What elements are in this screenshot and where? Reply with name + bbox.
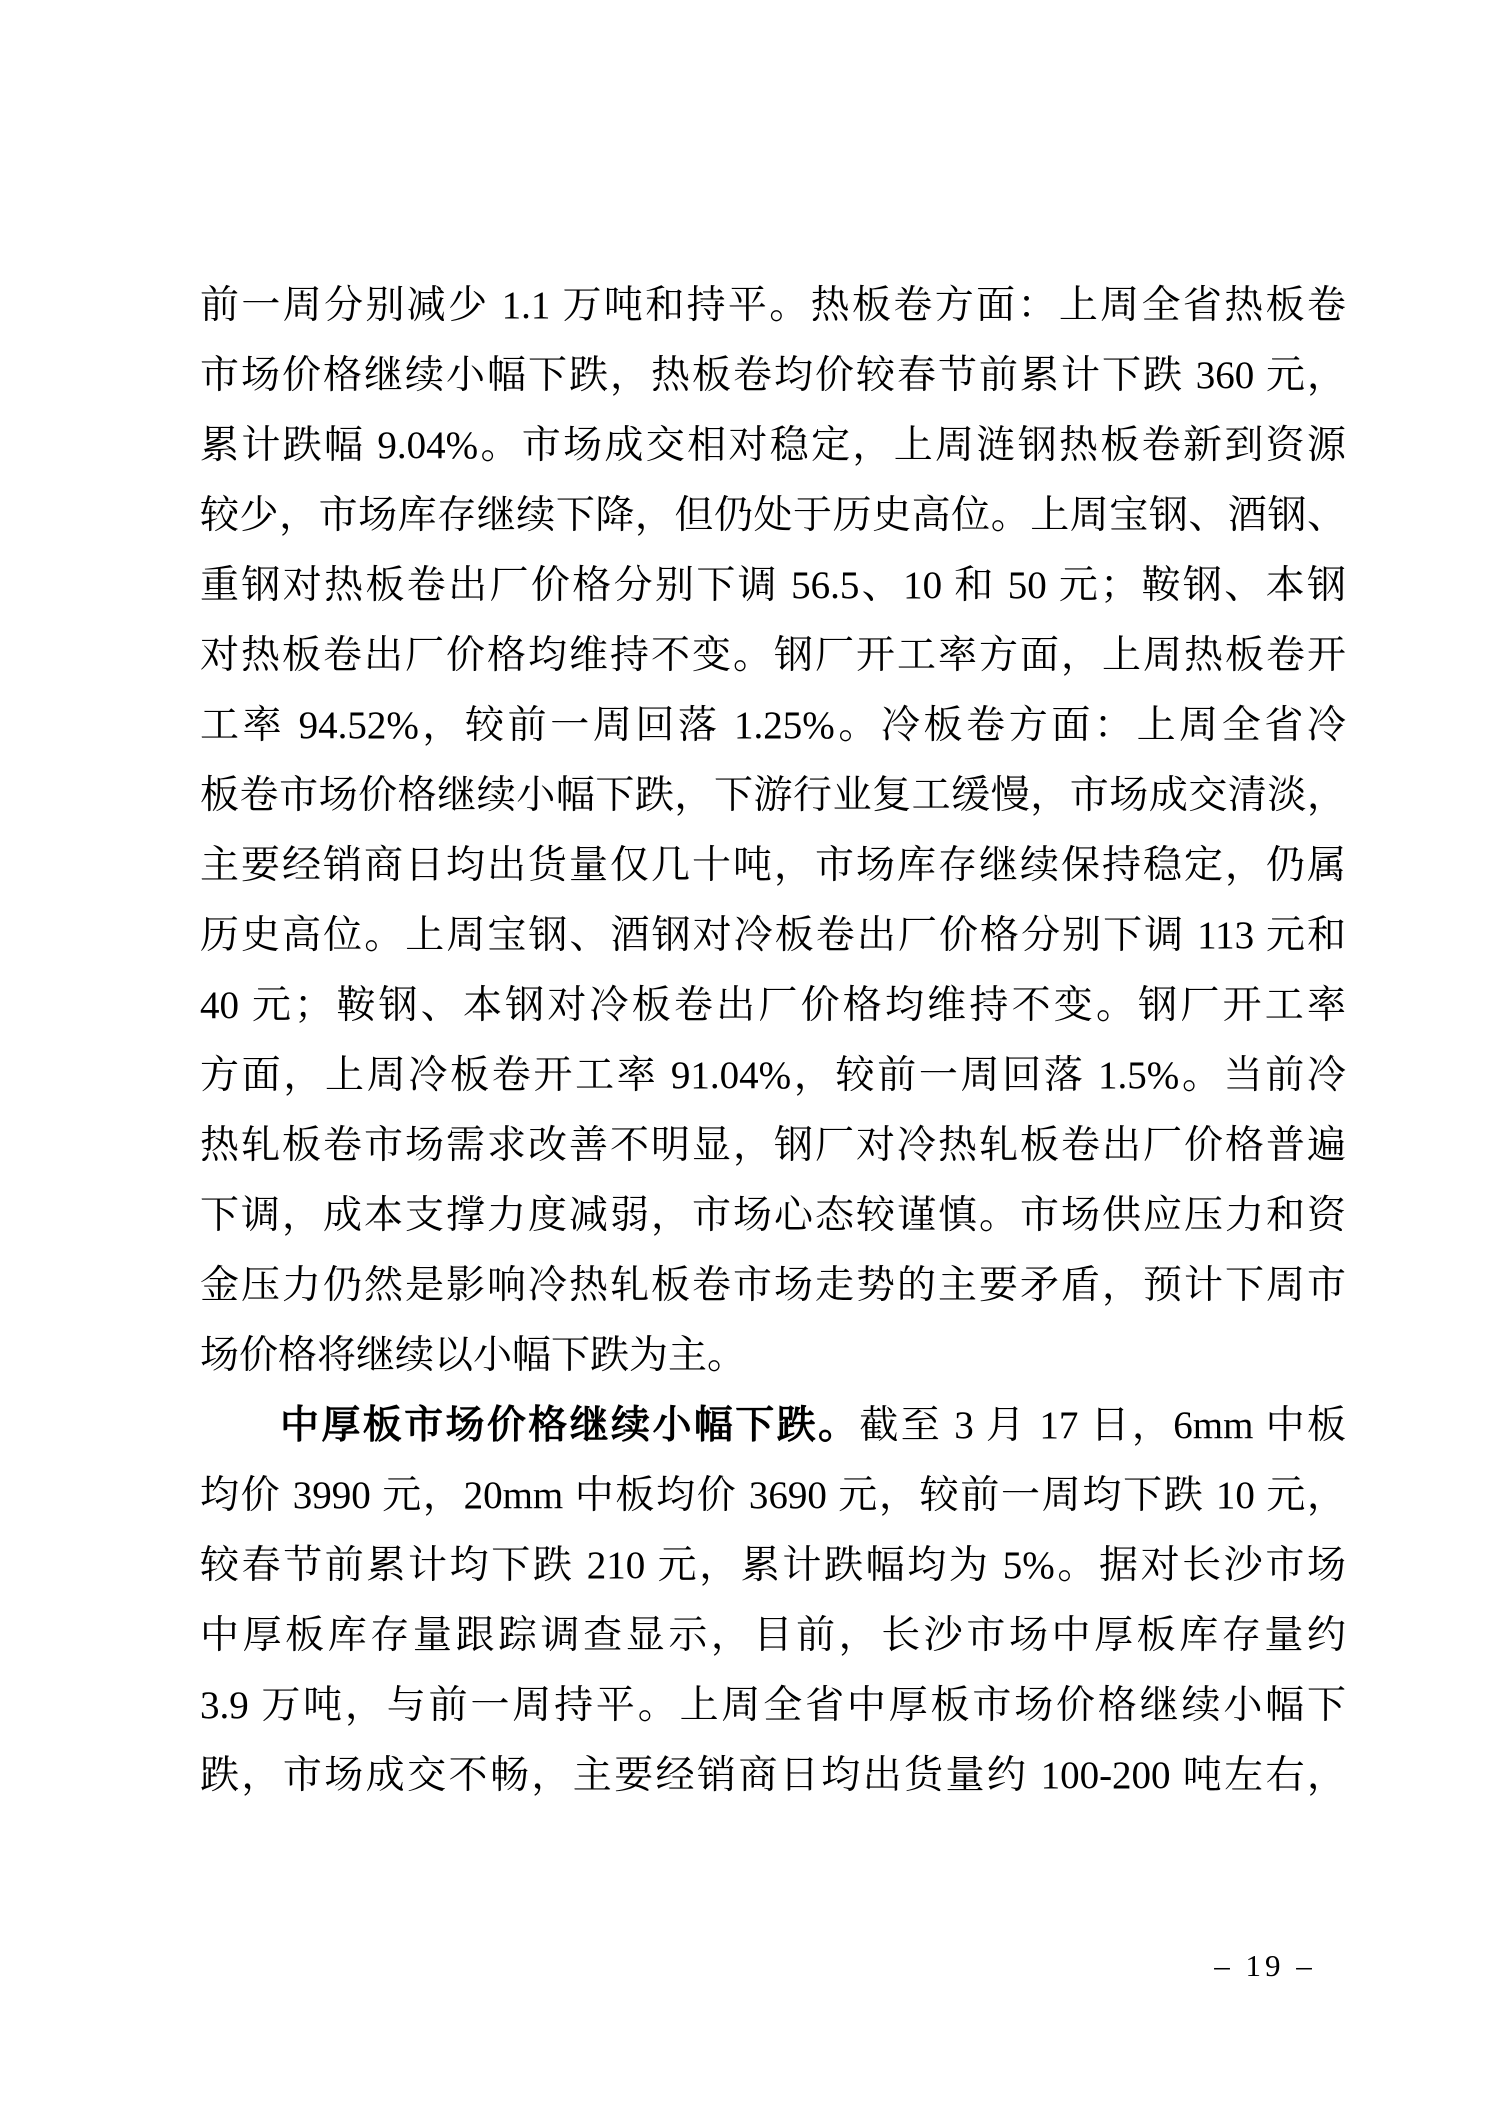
text-line <box>200 1391 1346 1461</box>
text-line: 中厚板库存量跟踪调查显示，目前，长沙市场中厚板库存量约 <box>200 1614 1346 1657</box>
text-line: 金压力仍然是影响冷热轧板卷市场走势的主要矛盾，预计下周市 <box>200 1264 1346 1307</box>
text-line: 方面，上周冷板卷开工率 91.04%，较前一周回落 1.5%。当前冷 <box>200 1054 1346 1097</box>
line-text: 截至 3 月 17 日，6mm 中板 <box>859 1404 1346 1447</box>
text-line: 板卷市场价格继续小幅下跌，下游行业复工缓慢，市场成交清淡， <box>200 774 1346 817</box>
text-line: 对热板卷出厂价格均维持不变。钢厂开工率方面，上周热板卷开 <box>200 634 1346 677</box>
text-line: 前一周分别减少 1.1 万吨和持平。热板卷方面：上周全省热板卷 <box>200 284 1346 327</box>
text-line: 场价格将继续以小幅下跌为主。 <box>200 1334 747 1377</box>
text-line: 热轧板卷市场需求改善不明显，钢厂对冷热轧板卷出厂价格普遍 <box>200 1124 1346 1167</box>
text-line: 历史高位。上周宝钢、酒钢对冷板卷出厂价格分别下调 113 元和 <box>200 914 1346 957</box>
text-line: 3.9 万吨，与前一周持平。上周全省中厚板市场价格继续小幅下 <box>200 1684 1346 1727</box>
text-line: 40 元；鞍钢、本钢对冷板卷出厂价格均维持不变。钢厂开工率 <box>200 984 1346 1027</box>
body-text <box>200 271 1346 1811</box>
text-line: 下调，成本支撑力度减弱，市场心态较谨慎。市场供应压力和资 <box>200 1194 1346 1237</box>
text-line: 工率 94.52%，较前一周回落 1.25%。冷板卷方面：上周全省冷 <box>200 704 1346 747</box>
text-line: 较春节前累计均下跌 210 元，累计跌幅均为 5%。据对长沙市场 <box>200 1544 1346 1587</box>
text-line: 均价 3990 元，20mm 中板均价 3690 元，较前一周均下跌 10 元， <box>200 1474 1346 1517</box>
text-line: 主要经销商日均出货量仅几十吨，市场库存继续保持稳定，仍属 <box>200 844 1346 887</box>
text-line: 市场价格继续小幅下跌，热板卷均价较春节前累计下跌 360 元， <box>200 354 1346 397</box>
text-line: 重钢对热板卷出厂价格分别下调 56.5、10 和 50 元；鞍钢、本钢 <box>200 564 1346 607</box>
page-number: – 19 – <box>1214 1948 1316 1983</box>
paragraph-lead-bold: 中厚板市场价格继续小幅下跌。 <box>280 1404 860 1447</box>
text-line: 较少，市场库存继续下降，但仍处于历史高位。上周宝钢、酒钢、 <box>200 494 1346 537</box>
text-line: 累计跌幅 9.04%。市场成交相对稳定，上周涟钢热板卷新到资源 <box>200 424 1346 467</box>
text-line: 跌，市场成交不畅，主要经销商日均出货量约 100-200 吨左右， <box>200 1754 1346 1797</box>
